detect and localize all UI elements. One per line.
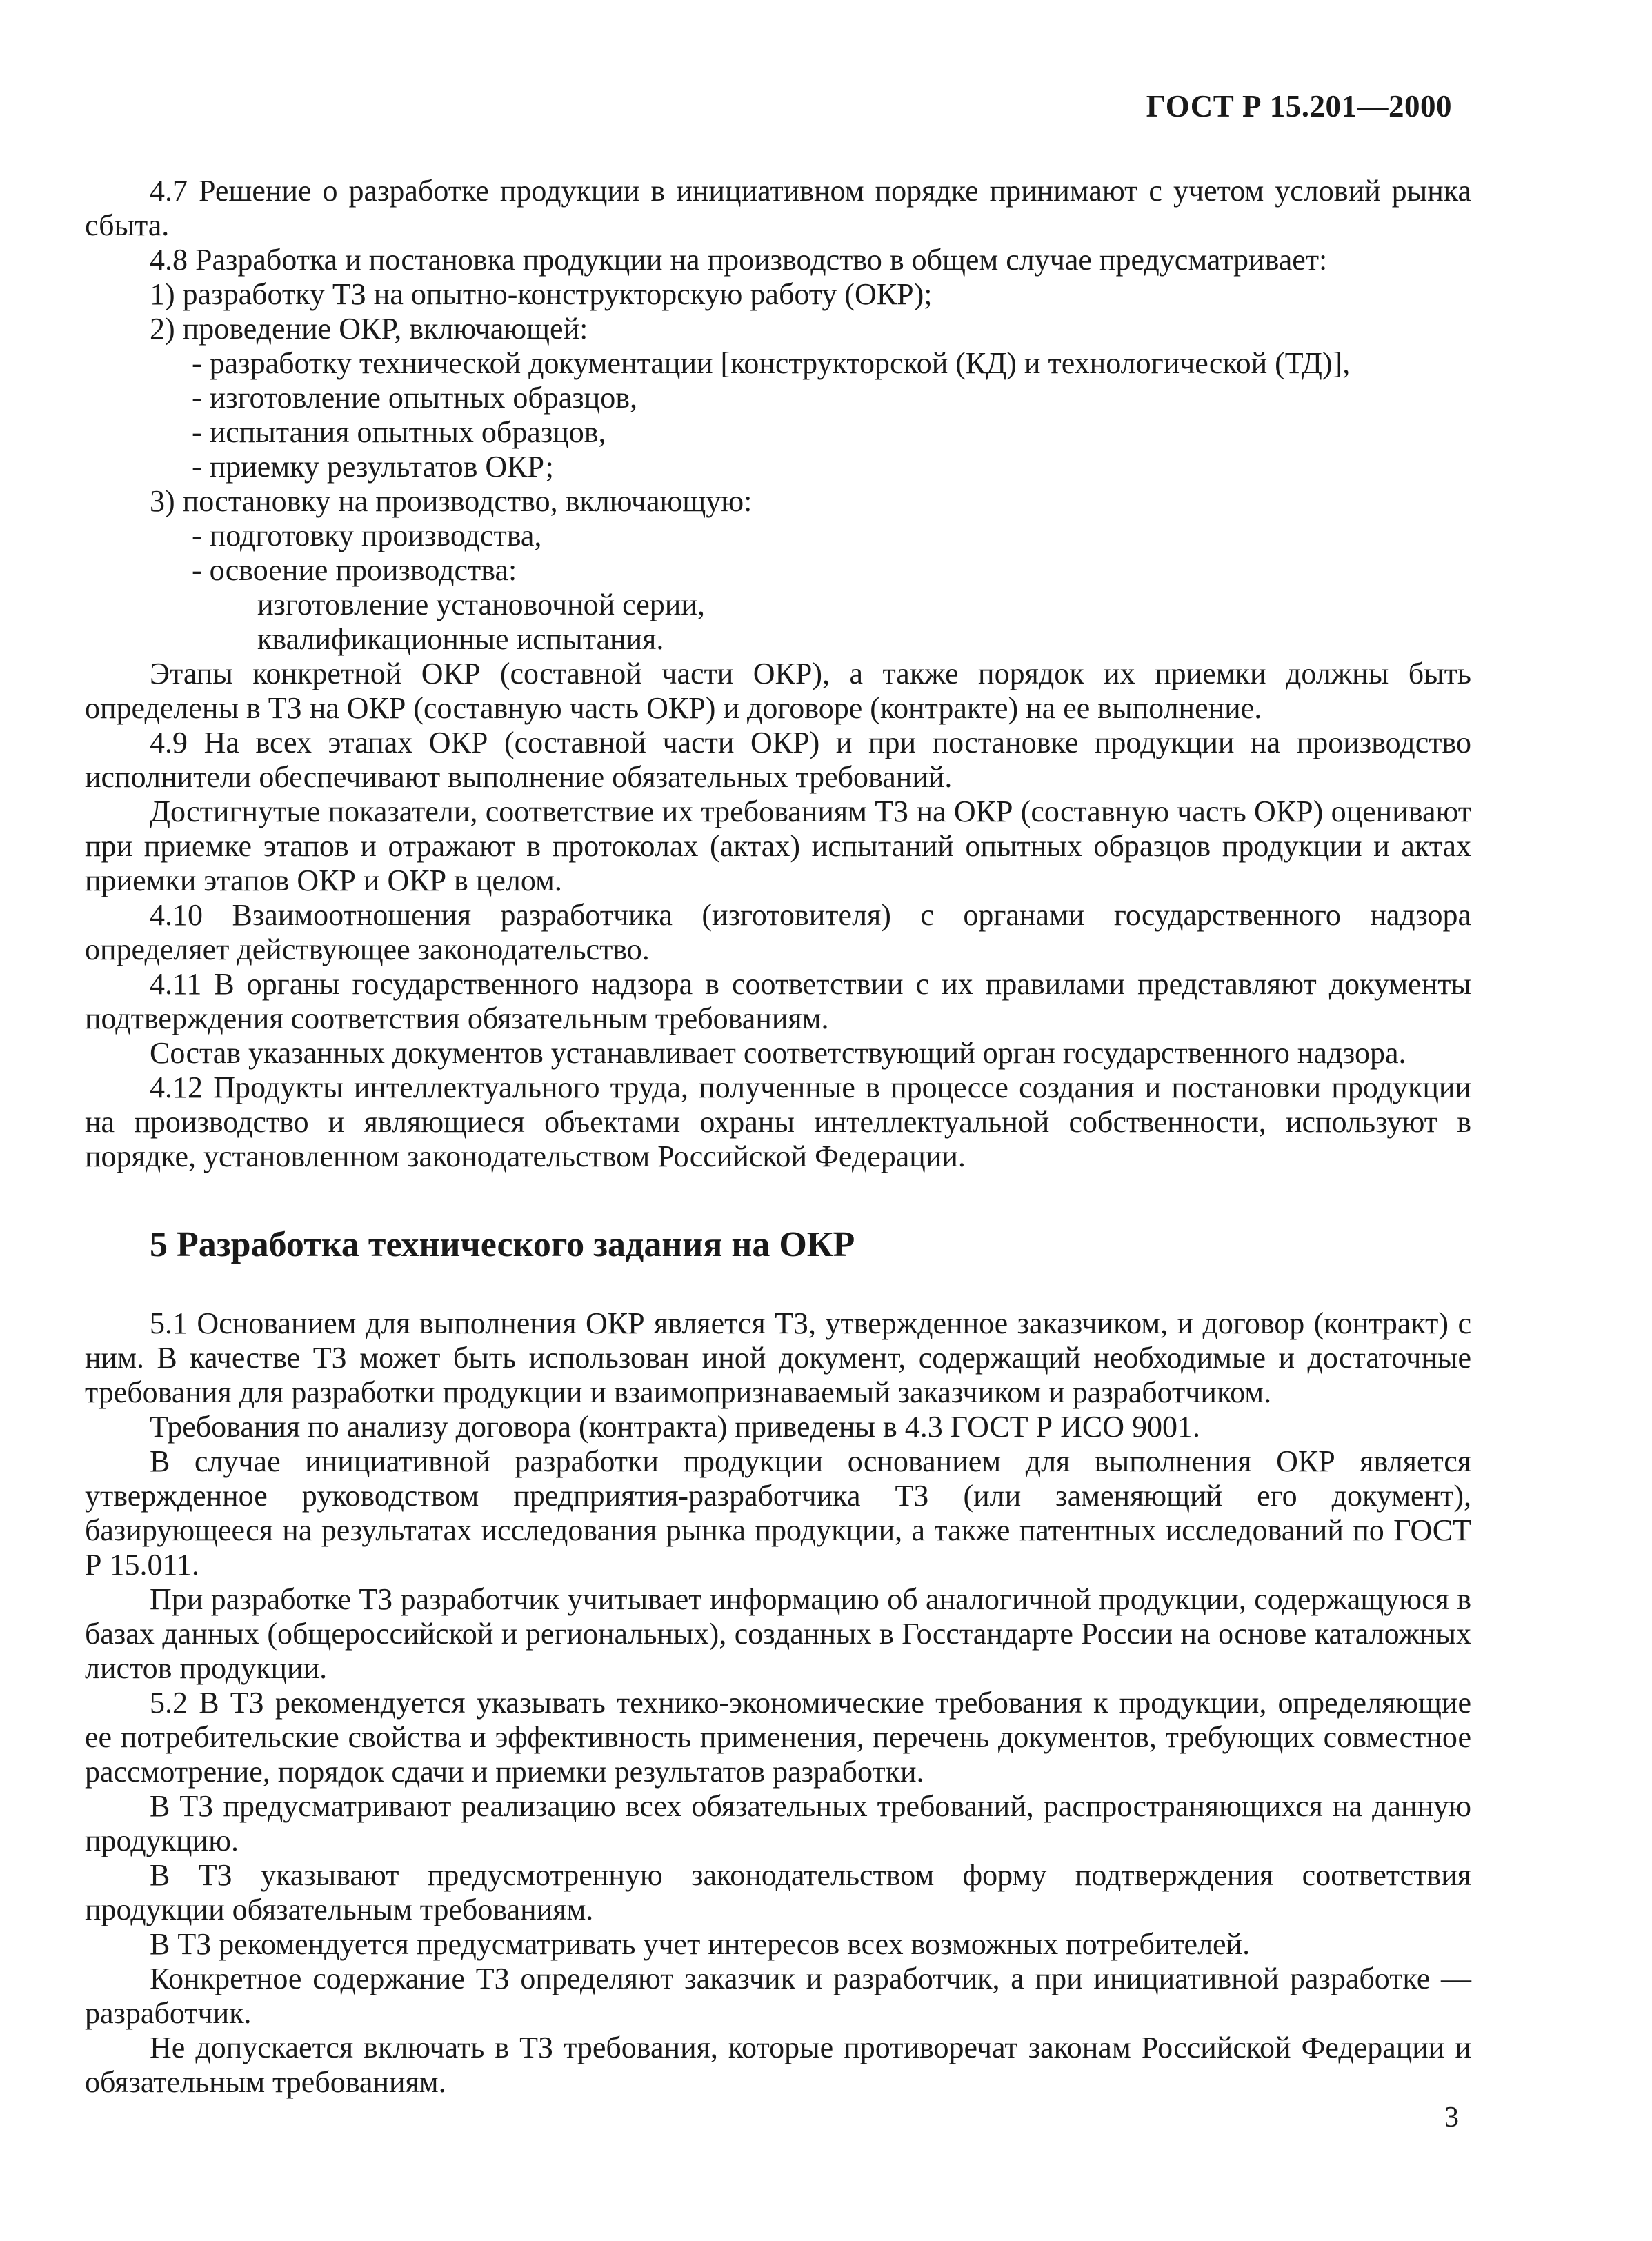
list-subitem-3b: - освоение производства: bbox=[192, 553, 517, 587]
page-number: 3 bbox=[1444, 2102, 1459, 2133]
document-body bbox=[85, 174, 1471, 2100]
paragraph-5-2-f: Не допускается включать в ТЗ требования, которые противоречат законам Российской Федерации и обязательным требованиям. bbox=[85, 2031, 1471, 2099]
paragraph-5-1: 5.1 Основанием для выполнения ОКР является ТЗ, утвержденное заказчиком, и договор (контракт) с ним. В качестве ТЗ может быть использован иной документ, содержащий необходимые и достаточные требования для разработки продукции и взаимопризнаваемый заказчиком и разработчиком. bbox=[85, 1306, 1471, 1409]
paragraph-5-2: 5.2 В ТЗ рекомендуется указывать технико-экономические требования к продукции, определяющие ее потребительские свойства и эффективность применения, перечень документов, требующих совместное рассмотрение, порядок сдачи и приемки результатов разработки. bbox=[85, 1686, 1471, 1789]
list-subsubitem-3b1: изготовление установочной серии, bbox=[257, 588, 705, 621]
list-subitem-2c: - испытания опытных образцов, bbox=[192, 415, 606, 449]
paragraph-4-9: 4.9 На всех этапах ОКР (составной части ОКР) и при постановке продукции на производство исполнители обеспечивают выполнение обязательных требований. bbox=[85, 726, 1471, 794]
paragraph-5-1-c: В случае инициативной разработки продукции основанием для выполнения ОКР является утвержденное руководством предприятия-разработчика ТЗ (или заменяющий его документ), базирующееся на результатах исследования рынка продукции, а также патентных исследований по ГОСТ Р 15.011. bbox=[85, 1444, 1471, 1582]
list-item-2: 2) проведение ОКР, включающей: bbox=[150, 312, 588, 346]
paragraph-4-10: 4.10 Взаимоотношения разработчика (изготовителя) с органами государственного надзора определяет действующее законодательство. bbox=[85, 898, 1471, 966]
paragraph-5-2-e: Конкретное содержание ТЗ определяют заказчик и разработчик, а при инициативной разработке — разработчик. bbox=[85, 1962, 1471, 2030]
paragraph-4-12: 4.12 Продукты интеллектуального труда, полученные в процессе создания и постановки продукции на производство и являющиеся объектами охраны интеллектуальной собственности, используют в порядке, установленном законодательством Российской Федерации. bbox=[85, 1070, 1471, 1173]
list-subsubitem-3b2: квалификационные испытания. bbox=[257, 622, 664, 656]
paragraph-5-2-c: В ТЗ указывают предусмотренную законодательством форму подтверждения соответствия продукции обязательным требованиям. bbox=[85, 1858, 1471, 1926]
list-subitem-2d: - приемку результатов ОКР; bbox=[192, 450, 554, 484]
paragraph-5-1-b: Требования по анализу договора (контракта) приведены в 4.3 ГОСТ Р ИСО 9001. bbox=[150, 1410, 1201, 1444]
list-item-3: 3) постановку на производство, включающую: bbox=[150, 484, 753, 518]
list-subitem-3a: - подготовку производства, bbox=[192, 519, 542, 552]
list-item-1: 1) разработку ТЗ на опытно-конструкторскую работу (ОКР); bbox=[150, 277, 933, 311]
paragraph-5-1-d: При разработке ТЗ разработчик учитывает информацию об аналогичной продукции, содержащуюся в базах данных (общероссийской и региональных), созданных в Госстандарте России на основе каталожных листов продукции. bbox=[85, 1582, 1471, 1685]
section-5-title: 5 Разработка технического задания на ОКР bbox=[150, 1225, 855, 1264]
paragraph-4-8: 4.8 Разработка и постановка продукции на производство в общем случае предусматривает: bbox=[150, 243, 1328, 277]
paragraph-4-11-b: Состав указанных документов устанавливает соответствующий орган государственного надзора. bbox=[150, 1036, 1406, 1070]
paragraph-4-11: 4.11 В органы государственного надзора в соответствии с их правилами представляют документы подтверждения соответствия обязательным требованиям. bbox=[85, 967, 1471, 1035]
document-header-id: ГОСТ Р 15.201—2000 bbox=[1146, 89, 1452, 123]
paragraph-4-9-b: Достигнутые показатели, соответствие их требованиям ТЗ на ОКР (составную часть ОКР) оценивают при приемке этапов и отражают в протоколах (актах) испытаний опытных образцов продукции и актах приемки этапов ОКР и ОКР в целом. bbox=[85, 795, 1471, 897]
list-subitem-2a: - разработку технической документации [конструкторской (КД) и технологической (ТД)], bbox=[192, 346, 1351, 380]
paragraph-5-2-b: В ТЗ предусматривают реализацию всех обязательных требований, распространяющихся на данную продукцию. bbox=[85, 1789, 1471, 1857]
list-subitem-2b: - изготовление опытных образцов, bbox=[192, 381, 637, 415]
paragraph-4-7: 4.7 Решение о разработке продукции в инициативном порядке принимают с учетом условий рынка сбыта. bbox=[85, 174, 1471, 242]
paragraph-5-2-d: В ТЗ рекомендуется предусматривать учет интересов всех возможных потребителей. bbox=[150, 1927, 1251, 1961]
paragraph-4-8-tail: Этапы конкретной ОКР (составной части ОКР), а также порядок их приемки должны быть определены в ТЗ на ОКР (составную часть ОКР) и договоре (контракте) на ее выполнение. bbox=[85, 657, 1471, 725]
